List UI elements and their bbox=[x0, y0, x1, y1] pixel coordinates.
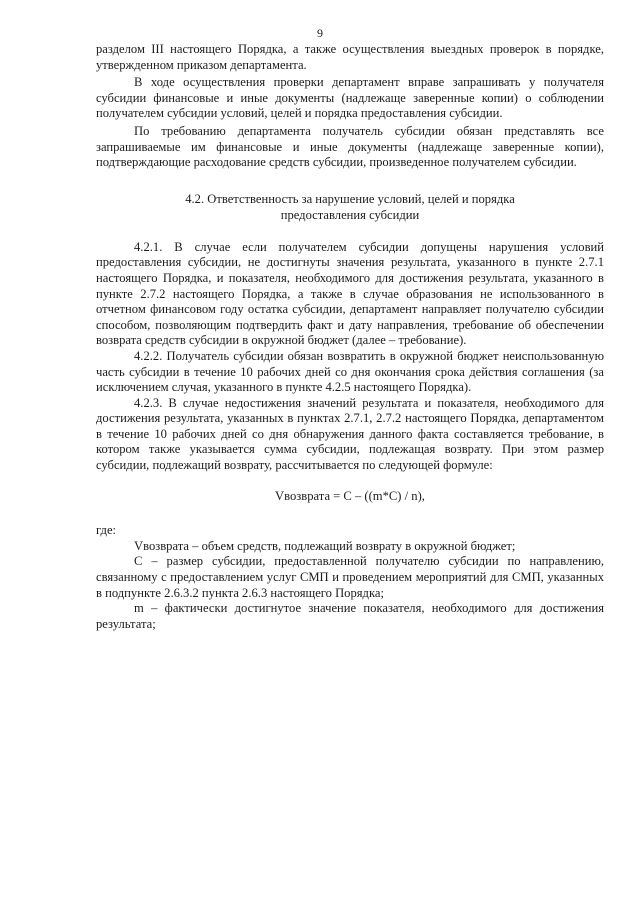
section-heading-line: 4.2. Ответственность за нарушение условий, целей и порядка bbox=[185, 191, 515, 206]
definition-v: Vвозврата – объем средств, подлежащий возврату в окружной бюджет; bbox=[134, 538, 516, 553]
definition-m: m – фактически достигнутое значение показателя, необходимого для достижения результата; bbox=[96, 601, 604, 631]
paragraph: По требованию департамента получатель субсидии обязан представлять все запрашиваемые им финансовые и иные документы (надлежаще заверенные копии), подтверждающие расходование средств субсидии, произведенное получателем субсидии. bbox=[96, 123, 604, 170]
clause-4-2-1: 4.2.1. В случае если получателем субсидии допущены нарушения условий предоставления субсидии, не достигнуты значения результата, указанного в пункте 2.7.1 настоящего Порядка, и показателя, необходимого для достижения результата, указанного в пункте 2.7.2 настоящего Порядка, а также в случае образования не использованного в отчетном финансовом году остатка субсидии, департамент направляет получателю субсидии способом, позволяющим подтвердить факт и дату направления, требование об обеспечении возврата средств субсидии в окружной бюджет (далее – требование). bbox=[96, 239, 604, 348]
section-heading bbox=[96, 191, 604, 223]
document-body bbox=[96, 42, 604, 632]
refund-formula: Vвозврата = C – ((m*C) / n), bbox=[275, 488, 425, 503]
clause-4-2-3: 4.2.3. В случае недостижения значений результата и показателя, необходимого для достижения результата, указанных в пунктах 2.7.1, 2.7.2 настоящего Порядка, департаментом в течение 10 рабочих дней со дня обнаружения данного факта составляется требование, в котором также указывается сумма субсидии, подлежащая возврату. При этом размер субсидии, подлежащий возврату, рассчитывается по следующей формуле: bbox=[96, 395, 604, 473]
definition-c: C – размер субсидии, предоставленной получателю субсидии по направлению, связанному с предоставлением услуг СМП и проведением мероприятий для СМП, указанных в подпункте 2.6.3.2 пункта 2.6.3 настоящего Порядка; bbox=[96, 554, 604, 600]
where-label: где: bbox=[96, 523, 117, 538]
clause-4-2-2: 4.2.2. Получатель субсидии обязан возвратить в окружной бюджет неиспользованную часть субсидии в течение 10 рабочих дней со дня окончания срока действия соглашения (за исключением случая, указанного в пункте 4.2.5 настоящего Порядка). bbox=[96, 348, 604, 395]
paragraph: В ходе осуществления проверки департамент вправе запрашивать у получателя субсидии финансовые и иные документы (надлежаще заверенные копии) о соблюдении получателем субсидии условий, целей и порядка предоставления субсидии. bbox=[96, 75, 604, 121]
paragraph: разделом III настоящего Порядка, а также осуществления выездных проверок в порядке, утвержденном приказом департамента. bbox=[96, 42, 604, 72]
section-heading-line: предоставления субсидии bbox=[280, 207, 420, 222]
page-number: 9 bbox=[317, 26, 323, 40]
